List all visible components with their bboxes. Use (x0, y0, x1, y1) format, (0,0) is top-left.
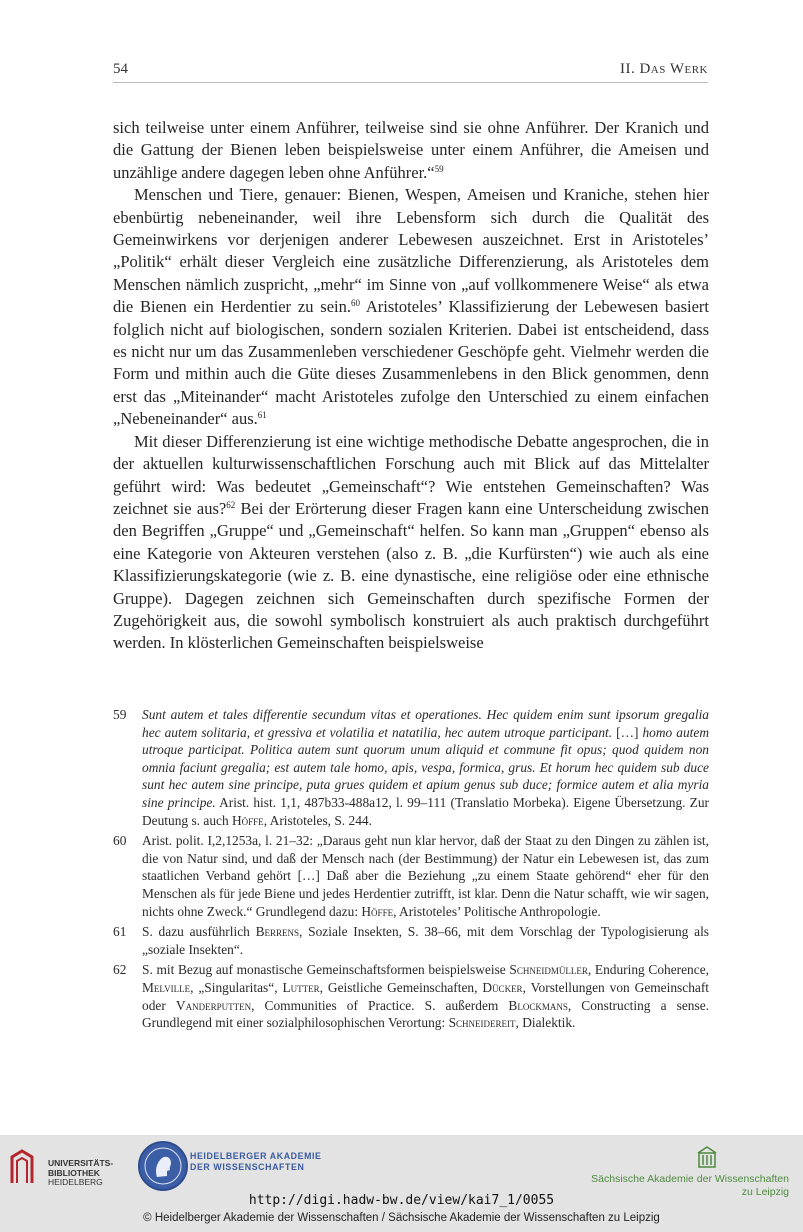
main-text (113, 117, 709, 655)
permalink-url[interactable]: http://digi.hadw-bw.de/view/kai7_1/0055 (248, 1193, 555, 1208)
footnote-60: 60 Arist. polit. I,2,1253a, l. 21–32: „Daraus geht nun klar hervor, daß der Staat zu den Dingen zu zählen ist, die von Natur sind, und daß der Mensch nach (der Bestimmung) der Natur ein Lebewesen ist, das zum staatlichen Verband gehört […] Daß aber die Beziehung „zu einem Staate gehörend“ eher für den Menschen als für jede Biene und jedes Herdentier zutrifft, ist klar. Denn die Natur schafft, wie wir sagen, nichts ohne Zweck.“ Grundlegend dazu: Höffe, Aristoteles’ Politische Anthropologie. (113, 833, 709, 919)
footnote-61: 61 S. dazu ausführlich Berrens, Soziale Insekten, S. 38–66, mit dem Vorschlag der Typologisierung als „soziale Insekten“. (113, 924, 709, 957)
footnote-number: 59 (113, 707, 127, 722)
ub-logo-text: UNIVERSITÄTS- BIBLIOTHEK HEIDELBERG (48, 1158, 114, 1187)
saw-logo-text: Sächsische Akademie der Wissenschaften zu Leipzig (591, 1173, 789, 1198)
head-profile-icon (140, 1143, 186, 1189)
had-logo-text: HEIDELBERGER AKADEMIE DER WISSENSCHAFTEN (190, 1151, 322, 1172)
copyright-notice: © Heidelberger Akademie der Wissenschaften / Sächsische Akademie der Wissenschaften zu Leipzig (143, 1212, 660, 1224)
viewer-footer (0, 1135, 803, 1232)
footnote-ref-59[interactable]: 59 (434, 163, 444, 174)
paragraph: Mit dieser Differenzierung ist eine wichtige methodische Debatte angesprochen, die in der aktuellen kulturwissenschaftlichen Forschung auch mit Blick auf das Mittelalter geführt wird: Was bedeutet „Gemeinschaft“? Wie entstehen Gemeinschaften? Was zeichnet sie aus?$^{62}$ Bei der Erörterung dieser Fragen kann eine Unterscheidung zwischen den Begriffen „Gruppe“ und „Gemeinschaft“ helfen. So kann man „Gruppen“ ebenso als eine Kategorie von Akteuren verstehen (also z. B. „die Kurfürsten“) wie auch als eine Klassifizierungskategorie (wie z. B. eine dynastische, eine religiöse oder eine ethnische Gruppe). Dagegen zeichnen sich Gemeinschaften durch spezifische Formen der Zugehörigkeit aus, die sowohl symbolisch konstruiert als auch praktisch durchgeführt werden. In klösterlichen Gemeinschaften beispielsweise (113, 431, 709, 653)
footnote-ref-62[interactable]: 62 (226, 499, 236, 510)
footnote-59: 59 Sunt autem et tales differentie secundum vitas et operationes. Hec quidem enim sunt ipsorum gregalia hec autem solitaria, et gressiva et volatilia et natatilia, hec autem utroque participant. […] homo autem utroque participat. Politica autem sunt quorum unum aliquid et commune fit opus; quod quidem non omnia faciunt gregalia; est autem tale homo, apis, vespa, formica, grus. Et horum hec quidem sub duce sunt hec autem sine principe, puta grues quidem et apium genus sub duce; formice autem et alia myria sine principe. Arist. hist. 1,1, 487b33-488a12, l. 99–111 (Translatio Morbeka). Eigene Übersetzung. Zur Deutung s. auch Höffe, Aristoteles, S. 244. (113, 707, 710, 828)
footnotes (113, 706, 709, 1035)
footnote-ref-61[interactable]: 61 (257, 410, 267, 421)
footnote-number: 62 (113, 962, 127, 978)
page-header (113, 60, 708, 83)
running-head: II. Das Werk (619, 61, 708, 77)
footnote-number: 61 (113, 924, 127, 940)
had-seal-icon[interactable] (138, 1141, 188, 1191)
footnote-number: 60 (113, 833, 127, 849)
paragraph: Menschen und Tiere, genauer: Bienen, Wespen, Ameisen und Kraniche, stehen hier ebenbürtig nebeneinander, weil ihre Lebensform sich durch die Qualität des Gemeinwirkens vor derjenigen anderer Lebewesen auszeichnet. Erst in Aristoteles’ „Politik“ erhält dieser Vergleich eine zusätzliche Differenzierung, als Aristoteles dem Menschen nämlich zuspricht, „mehr“ im Sinne von „auf vollkommenere Weise“ als etwa die Bienen ein Herdentier zu sein.$^{60}$ Aristoteles’ Klassifizierung der Lebewesen basiert folglich nicht auf biologischen, sondern sozialen Kriterien. Dabei ist entscheidend, dass es nicht nur um das Zusammenleben verschiedener Geschöpfe geht. Vielmehr werden die Form und mithin auch die Güte dieses Zusammenlebens in den Blick genommen, denn erst das „Miteinander“ macht Aristoteles zufolge den Unterschied zu einem einfachen „Nebeneinander“ aus.$^{61}$ (113, 185, 709, 429)
page-number: 54 (113, 61, 128, 77)
saw-building-icon[interactable] (697, 1145, 717, 1169)
ub-emblem-icon (8, 1147, 38, 1187)
footnote-62: 62 S. mit Bezug auf monastische Gemeinschaftsformen beispielsweise Schneidmüller, Enduring Coherence, Melville, „Singularitas“, Lutter, Geistliche Gemeinschaften, Dücker, Vorstellungen von Gemeinschaft oder Vanderputten, Communities of Practice. S. außerdem Blockmans, Constructing a sense. Grundlegend mit einer sozialphilosophischen Verortung: Schneidereit, Dialektik. (113, 962, 710, 1031)
paragraph: sich teilweise unter einem Anführer, teilweise sind sie ohne Anführer. Der Kranich und die Gattung der Bienen leben beispielsweise unter einem Anführer, die Ameisen und unzählige andere dagegen leben ohne Anführer.“$^{59}$ (113, 118, 709, 182)
footnote-ref-60[interactable]: 60 (350, 298, 360, 309)
